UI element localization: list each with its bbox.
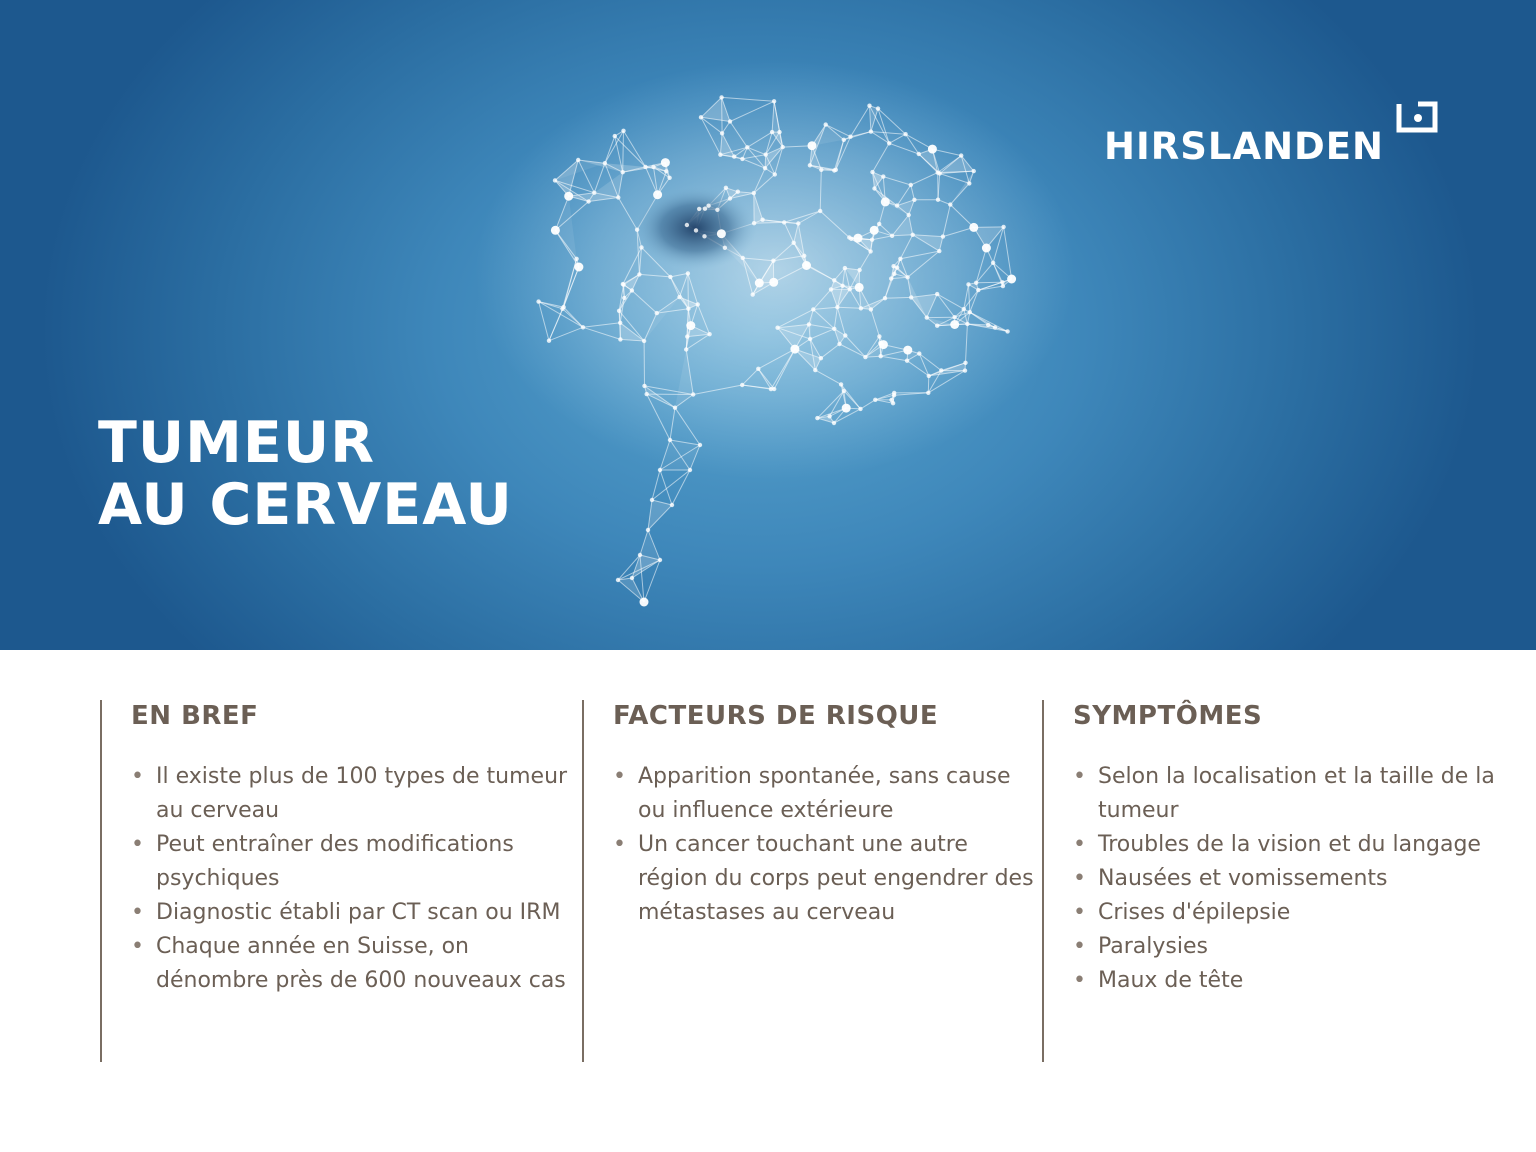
section-heading: FACTEURS DE RISQUE xyxy=(613,701,939,731)
page-title xyxy=(98,412,513,536)
bullet-list xyxy=(613,760,1034,930)
bullet-list xyxy=(131,760,572,998)
list-item: • Troubles de la vision et du langage xyxy=(1073,828,1504,862)
list-item: • Nausées et vomissements xyxy=(1073,862,1504,896)
list-item: • Selon la localisation et la taille de la tumeur xyxy=(1073,760,1504,828)
list-item: • Apparition spontanée, sans cause ou influence extérieure xyxy=(613,760,1034,828)
section-symptomes xyxy=(1042,700,1504,1062)
section-en-bref xyxy=(100,700,572,1062)
list-item: • Diagnostic établi par CT scan ou IRM xyxy=(131,896,572,930)
title-line-1: TUMEUR xyxy=(98,410,376,476)
bullet-list xyxy=(1073,760,1504,998)
list-item: • Chaque année en Suisse, on dénombre près de 600 nouveaux cas xyxy=(131,930,572,998)
hirslanden-mark-icon xyxy=(1396,100,1438,134)
list-item: • Peut entraîner des modifications psychiques xyxy=(131,828,572,896)
section-heading: SYMPTÔMES xyxy=(1073,701,1263,731)
tumor-spot xyxy=(633,186,757,270)
section-heading: EN BREF xyxy=(131,701,259,731)
section-facteurs-de-risque xyxy=(582,700,1034,1062)
list-item: • Un cancer touchant une autre région du corps peut engendrer des métastases au cerveau xyxy=(613,828,1034,930)
list-item: • Maux de tête xyxy=(1073,964,1504,998)
list-item: • Il existe plus de 100 types de tumeur au cerveau xyxy=(131,760,572,828)
title-line-2: AU CERVEAU xyxy=(98,472,513,538)
list-item: • Crises d'épilepsie xyxy=(1073,896,1504,930)
list-item: • Paralysies xyxy=(1073,930,1504,964)
brand-name: HIRSLANDEN xyxy=(1104,125,1385,168)
